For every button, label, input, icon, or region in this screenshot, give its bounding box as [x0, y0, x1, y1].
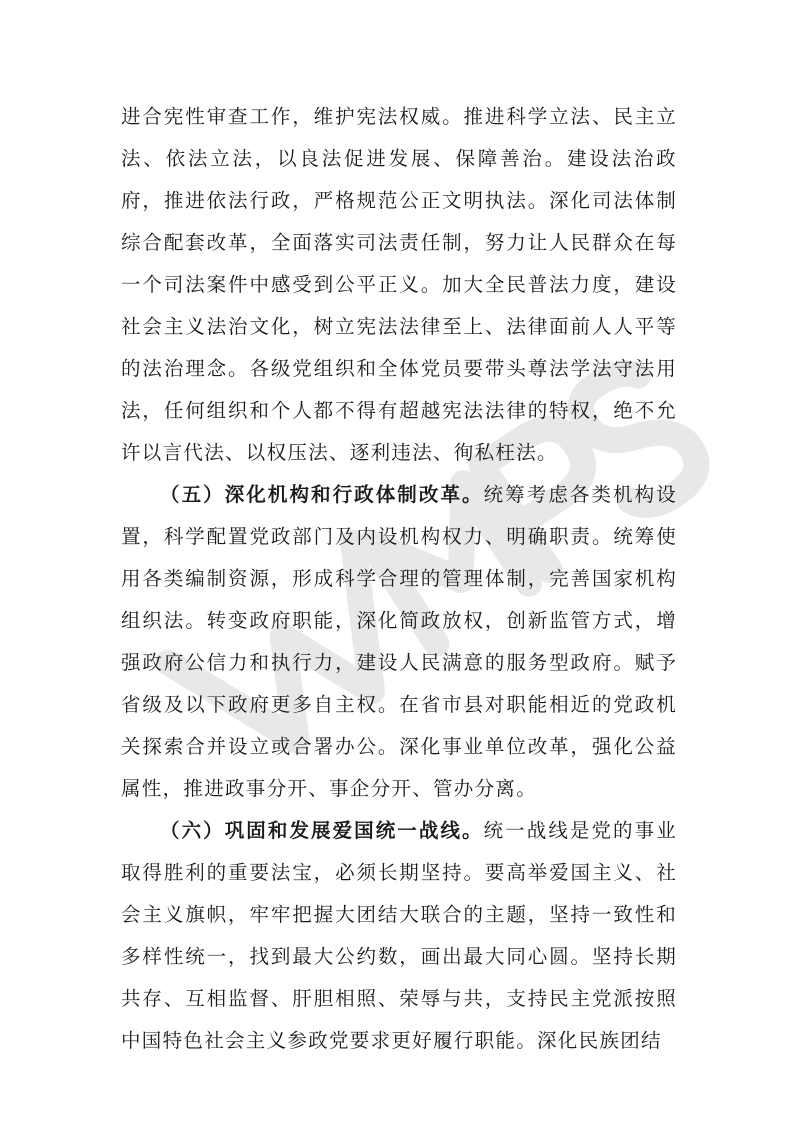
paragraph-text: 统筹考虑各类机构设置，科学配置党政部门及内设机构权力、明确职责。统筹使用各类编制资源，形成科学合理的管理体制，完善国家机构组织法。转变政府职能，深化简政放权，创新监管方式，增强政府公信力和执行力，建设人民满意的服务型政府。赋予省级及以下政府更多自主权。在省市县对职能相近的党政机关探索合并设立或合署办公。深化事业单位改革，强化公益属性，推进政事分开、事企分开、管办分离。 [121, 483, 677, 800]
section-heading-five: （五）深化机构和行政体制改革。 [160, 483, 484, 506]
document-body [121, 96, 677, 1062]
paragraph-text: 进合宪性审查工作，维护宪法权威。推进科学立法、民主立法、依法立法，以良法促进发展、保障善治。建设法治政府，推进依法行政，严格规范公正文明执法。深化司法体制综合配套改革，全面落实司法责任制，努力让人民群众在每一个司法案件中感受到公平正义。加大全民普法力度，建设社会主义法治文化，树立宪法法律至上、法律面前人人平等的法治理念。各级党组织和全体党员要带头尊法学法守法用法，任何组织和个人都不得有超越宪法法律的特权，绝不允许以言代法、以权压法、逐利违法、徇私枉法。 [121, 105, 677, 464]
section-heading-six: （六）巩固和发展爱国统一战线。 [160, 819, 484, 842]
paragraph-institutional-reform [121, 474, 677, 810]
paragraph-rule-of-law [121, 96, 677, 474]
paragraph-text: 统一战线是党的事业取得胜利的重要法宝，必须长期坚持。要高举爱国主义、社会主义旗帜，牢牢把握大团结大联合的主题，坚持一致性和多样性统一，找到最大公约数，画出最大同心圆。坚持长期共存、互相监督、肝胆相照、荣辱与共，支持民主党派按照中国特色社会主义参政党要求更好履行职能。深化民族团结 [121, 819, 677, 1052]
paragraph-united-front [121, 810, 677, 1062]
